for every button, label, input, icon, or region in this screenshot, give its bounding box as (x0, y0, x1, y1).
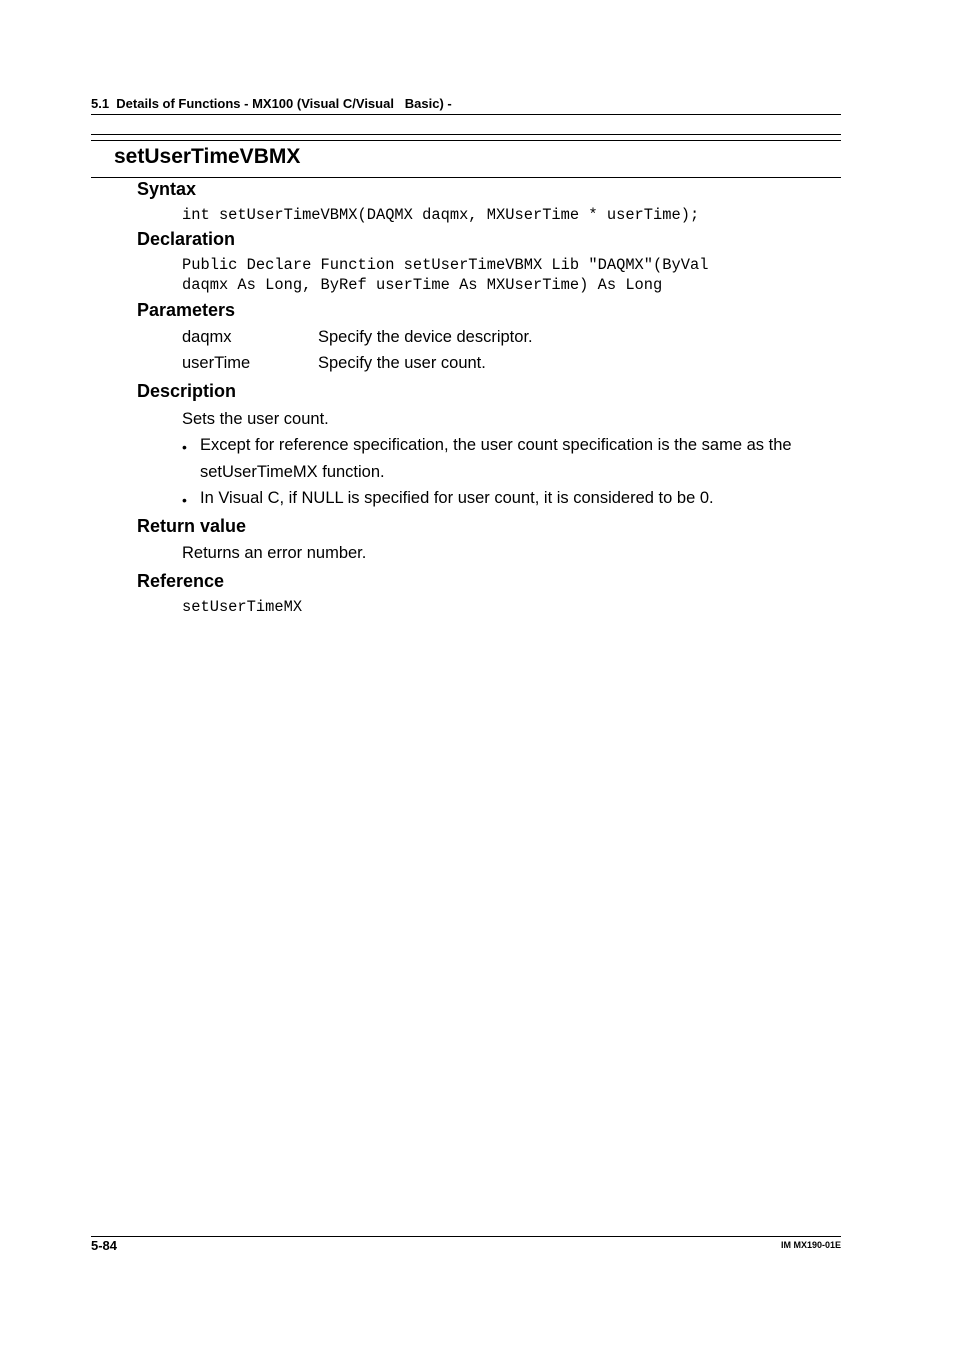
declaration-code-line-1: Public Declare Function setUserTimeVBMX Lib "DAQMX"(ByVal (182, 256, 709, 274)
reference-code: setUserTimeMX (182, 598, 303, 616)
reference-heading: Reference (137, 571, 225, 591)
param-desc-usertime: Specify the user count. (318, 354, 486, 372)
syntax-heading: Syntax (137, 179, 197, 199)
syntax-code: int setUserTimeVBMX(DAQMX daqmx, MXUserTime * userTime); (182, 206, 700, 224)
description-bullet-1: Except for reference specification, the user count specification is the same as the setUserTimeMX function. (200, 436, 792, 481)
description-heading: Description (137, 381, 237, 401)
param-name-daqmx: daqmx (182, 328, 232, 346)
bullet-marker-1: • (182, 439, 187, 455)
param-name-usertime: userTime (182, 354, 251, 372)
header-rule (91, 114, 841, 115)
bullet-marker-2: • (182, 492, 187, 508)
description-intro: Sets the user count. (182, 410, 329, 428)
return-value-text: Returns an error number. (182, 544, 367, 562)
title-rule-top-2 (91, 140, 841, 141)
declaration-heading: Declaration (137, 229, 236, 249)
title-rule-bottom (91, 177, 841, 178)
title-rule-top-1 (91, 134, 841, 135)
declaration-code-line-2: daqmx As Long, ByRef userTime As MXUserTime) As Long (182, 276, 663, 294)
running-head: 5.1 Details of Functions - MX100 (Visual C/Visual Basic) - (91, 96, 452, 111)
page-number: 5-84 (91, 1238, 118, 1253)
description-bullet-2: In Visual C, if NULL is specified for user count, it is considered to be 0. (200, 489, 714, 507)
function-title: setUserTimeVBMX (114, 145, 301, 168)
footer-rule (91, 1236, 841, 1237)
param-desc-daqmx: Specify the device descriptor. (318, 328, 533, 346)
return-value-heading: Return value (137, 516, 247, 536)
parameters-heading: Parameters (137, 300, 236, 320)
document-id: IM MX190-01E (780, 1240, 841, 1250)
